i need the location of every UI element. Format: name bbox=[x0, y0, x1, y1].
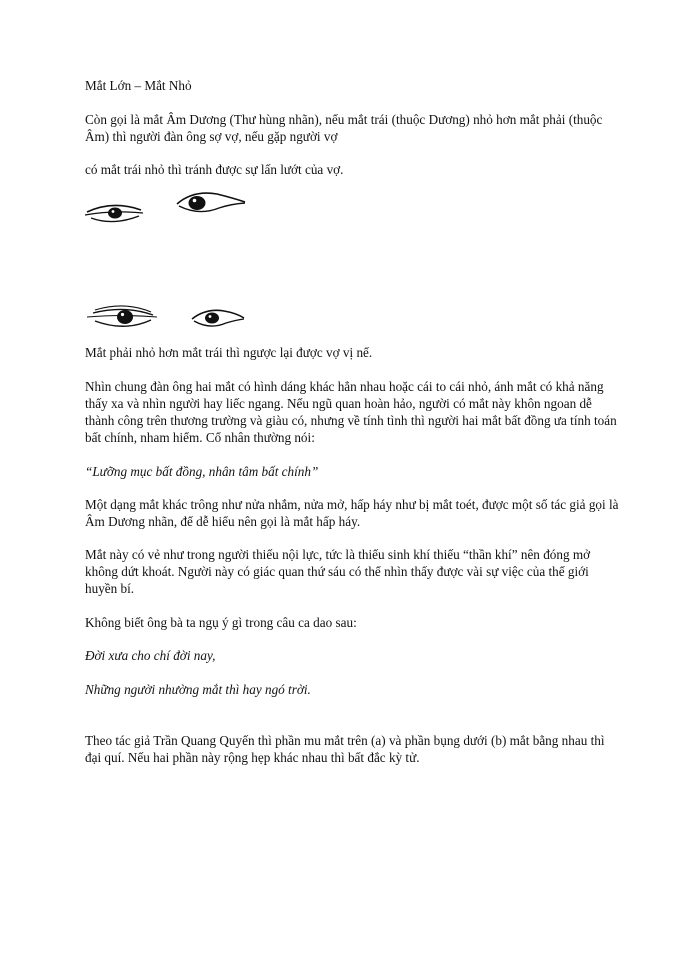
paragraph-folk-intro: Không biết ông bà ta ngụ ý gì trong câu ca dao sau: bbox=[85, 615, 357, 630]
small-left-eye-icon bbox=[83, 198, 145, 228]
paragraph-blinking-eye: Một dạng mắt khác trông như nửa nhắm, nửa mở, hấp háy như bị mắt toét, được một số tác giả gọi là Âm Dương nhãn, để dễ hiểu nên gọi là mắt hấp háy. bbox=[85, 497, 619, 529]
verse-line-1: Đời xưa cho chí đời nay, bbox=[85, 648, 216, 663]
small-right-eye-icon bbox=[190, 304, 246, 332]
document-title: Mắt Lớn – Mắt Nhỏ bbox=[85, 78, 192, 93]
paragraph-continuation: có mắt trái nhỏ thì tránh được sự lấn lướt của vợ. bbox=[85, 162, 344, 177]
quote-line: “Lưỡng mục bất đồng, nhân tâm bất chính” bbox=[85, 464, 319, 479]
large-right-eye-icon bbox=[175, 190, 247, 218]
paragraph-opposite-case: Mắt phải nhỏ hơn mắt trái thì ngược lại được vợ vị nể. bbox=[85, 345, 373, 360]
paragraph-author-note: Theo tác giả Trần Quang Quyến thì phần mu mắt trên (a) và phần bụng dưới (b) mắt bằng nhau thì đại quí. Nếu hai phần này rộng hẹp khác nhau thì bất đắc kỳ tử. bbox=[85, 733, 605, 765]
paragraph-sixth-sense: Mắt này có vẻ như trong người thiếu nội lực, tức là thiếu sinh khí thiếu “thần khí” nên đóng mở không dứt khoát. Người này có giác quan thứ sáu có thể nhìn thấy được vài sự việc của thế giới huyền bí. bbox=[85, 547, 591, 596]
large-left-eye-icon bbox=[85, 302, 159, 332]
paragraph-intro: Còn gọi là mắt Âm Dương (Thư hùng nhãn), nếu mắt trái (thuộc Dương) nhỏ hơn mắt phải (thuộc Âm) thì người đàn ông sợ vợ, nếu gặp người vợ bbox=[85, 112, 603, 144]
paragraph-general: Nhìn chung đàn ông hai mắt có hình dáng khác hẳn nhau hoặc cái to cái nhỏ, ánh mắt có khả năng thấy xa và nhìn người hay liếc ngang. Nếu ngũ quan hoàn hảo, người có mắt này khôn ngoan dễ thành công trên thương trường và giàu có, nhưng về tính tình thì người hai mắt bất đồng ưa tính toán bất chính, nham hiểm. Cổ nhân thường nói: bbox=[85, 379, 617, 445]
verse-line-2: Những người nhường mắt thì hay ngó trời. bbox=[85, 682, 311, 697]
